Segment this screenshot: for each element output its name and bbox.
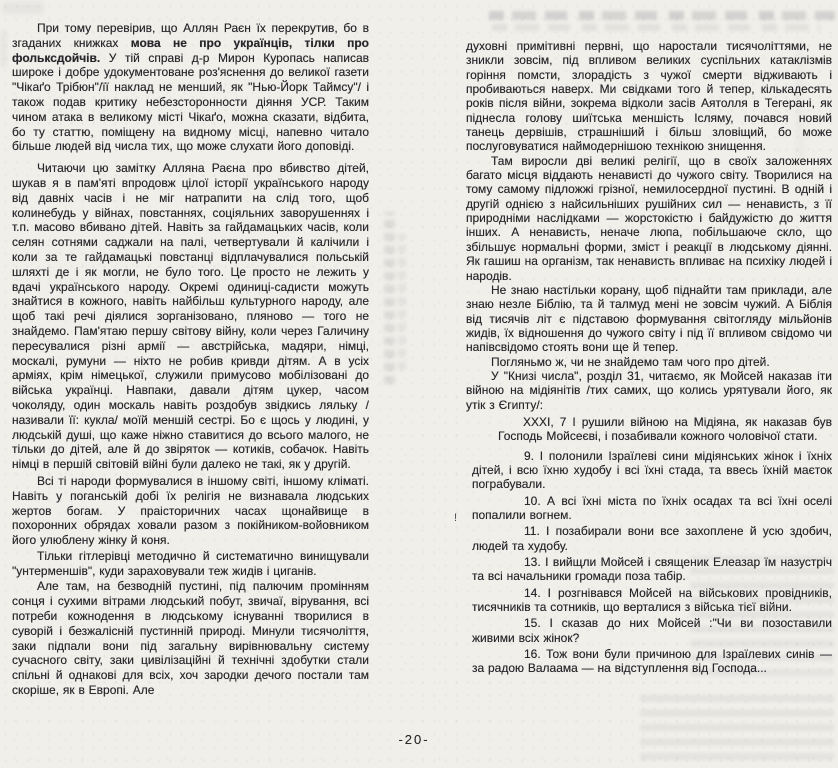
paragraph: У "Книзі числа", розділ 31, читаємо, як Мойсей наказав іти війною на мідіянітів /тих самих, що колись урятували його, як утік з Єгипту/: (466, 368, 832, 412)
stray-mark: ! (454, 512, 458, 524)
paragraph: духовні примітивні первні, що наростали тисячоліттями, не зникли зовсім, під впливом великих суспільних катаклізмів горіння помсти, злорадість з чужої смерти відживають і пробиваються наверх. Ми свідками того й тепер, кількадесять років після війни, зокрема відколи засів Аятолля в Тегерані, як піднесла голову шиїтська меншість Ісляму, почався новий танець дервішів, страшніший і більш зловіщий, бо може послуговуватися наймодернішою технікою знищення. (466, 39, 832, 154)
bible-quote-intro: XXXI, 7 І рушили війною на Мідіяна, як наказав був Господь Мойсеєві, і позабивали кожного чоловічої стати. (498, 414, 832, 444)
paragraph: Читаючи цю замітку Алляна Раєна про вбивство дітей, шукав я в пам'яті впродовж цілої історії українського народу від давніх часів і не міг натрапити на слід того, щоб колинебудь у війнах, повстаннях, соціяльних заворушеннях і т.п. масово вбивано дітей. Навіть за гайдамацьких часів, коли селян сотнями саджали на палі, четвертували й калічили і коли за те гайдамацькі повстанці відплачувалися польській шляхті де і як могли, не було того. Це просто не лежить у вдачі українського народу. Окремі одиниці-садисти можуть знайтися в кожного, навіть найбільш культурного народу, але щоб такі речі діялися зорганізовано, пляново — того не знайдемо. Пам'ятаю першу світову війну, коли через Галичину пересувалися різні армії — австрійська, мадяри, німці, москалі, румуни — ніхто не робив кривди дітям. А в усіх арміях, крім німецької, служили примусово мобілізовані до війська українці. Навпаки, давали дітям цукер, часом чоколяду, один москаль навіть роздобув звідкись ляльку /називали її: кукла/ моїй меншій сестрі. Бо є щось у людині, у людській душі, що каже ніжно ставитися до всього малого, не тільки до дітей, але й до звіряток — котиків, собачок. Навіть німці в першій світовій війні були далеко не такі, як у другій. (12, 161, 369, 472)
paragraph: Тільки гітлерівці методично й систематично винищували "унтерменшів", куди зараховували теж жидів і циганів. (12, 548, 369, 578)
bible-verse: 10. А всі їхні міста по їхніх осадах та всі їхні оселі попалили вогнем. (472, 493, 832, 522)
bold-emphasis: мова не про українців, тілки про фольксдойчів. (12, 35, 370, 65)
bible-verse: 14. І розгнівався Мойсей на військових провідників, тисячників та сотників, що верталися з війська тієї війни. (472, 585, 832, 615)
page-number: -20- (398, 732, 430, 747)
bible-verse: 11. І позабирали вони все захоплене й усю здобич, людей та худобу. (472, 524, 832, 553)
scan-blob (0, 30, 7, 68)
gutter-bleed-strip (398, 234, 406, 370)
paragraph: Але там, на безводній пустині, під палючим промінням сонця і сухими вітрами людський побут, звичаї, вірування, всі потреби кожнодення в людському існуванні творилися в суворій і безжалісній пустинній природі. Минули тисячоліття, заки підпали вони під загальну вирівнювальну систему сучасного світу, заки цивілізаційні й технічні здобутки стали спільні й однакові для всіх, хоч зародки дечого постали там скоріше, як в Европі. Але (12, 579, 369, 698)
paragraph-text: При тому перевірив, що Аллян Раєн їх перекрутив, бо в згаданих книжках (12, 21, 369, 50)
paragraph: Не знаю настільки корану, щоб піднайти там приклади, але знаю незле Біблію, та й талмуд мені не зовсім чужий. А Біблія від тисячів літ є підставою формування світогляду мільйонів жидів, їх відношення до чужого світу і під її впливом свідомо чи напівсвідомо стоять вони ще й тепер. (466, 282, 832, 355)
bleed-through-line (489, 11, 835, 20)
paragraph: Погляньмо ж, чи не знайдемо там чого про дітей. (491, 354, 770, 369)
bible-verse: 9. І полонили Ізраїлеві сини мідіянських жінок і їхніх дітей, і всю їхню худобу і всі їхні стада, та ввесь їхній маєток пограбували. (472, 448, 832, 492)
scan-blob (2, 2, 44, 14)
bible-verse: 15. І сказав до них Мойсей :"Чи ви позоставили живими всіх жінок? (472, 616, 832, 645)
paragraph: Всі ті народи формувалися в іншому світі, іншому кліматі. Навіть у поганській добі їх релігія не визнавала людських жертов богам. У праісторичних часах щонайвище в похоронних обрядах ховали разом з покійником-войовником його улюблену жінку й коня. (12, 473, 369, 548)
right-column (466, 39, 832, 676)
left-column (12, 21, 369, 700)
bleed-through-line (492, 24, 820, 31)
gutter-bleed-strip (384, 212, 395, 384)
paragraph: Там виросли дві великі релігії, що в своїх заложеннях багато місця віддають ненависті до чужого світу. Творилися на тому самому підложжі грізної, немилосердної пустині. В одній і другій однією з найсильніших рушійних сил — ненависть, з її природніми наслідками — жорстокістю і байдужістю до життя інших. А ненависть, неначе люпа, побільшаюче скло, що збільшує нормальні форми, зміст і реакції в людському діянні. Як гашиш на організм, так ненависть впливає на психіку людей і народів. (466, 153, 832, 283)
bible-verse: 13. І вийщли Мойсей і священик Елеазар їм назустріч та всі начальники громади поза табір. (472, 555, 832, 584)
show-through-smudge (640, 688, 834, 760)
bible-verse: 16. Тож вони були причиною для Ізраїлевих синів — за радою Валаама — на відступлення від Господа... (472, 647, 832, 676)
paragraph-text: У тій справі д-р Мирон Куропась написав широке і добре удокументоване роз'яснення до великої газети "Чікаґо Трібюн"/її наклад не менший, як "Нью-Йорк Таймсу"/ і також подав критику небезсторонности діяння УСР. Таким чином атака в великому місті Чікаґо, можна сказати, відбита, бо ту статтю, поміщену на видному місці, напевно читало більше людей від числа тих, що може слухати його доповіді. (12, 50, 369, 154)
paragraph (12, 21, 369, 154)
